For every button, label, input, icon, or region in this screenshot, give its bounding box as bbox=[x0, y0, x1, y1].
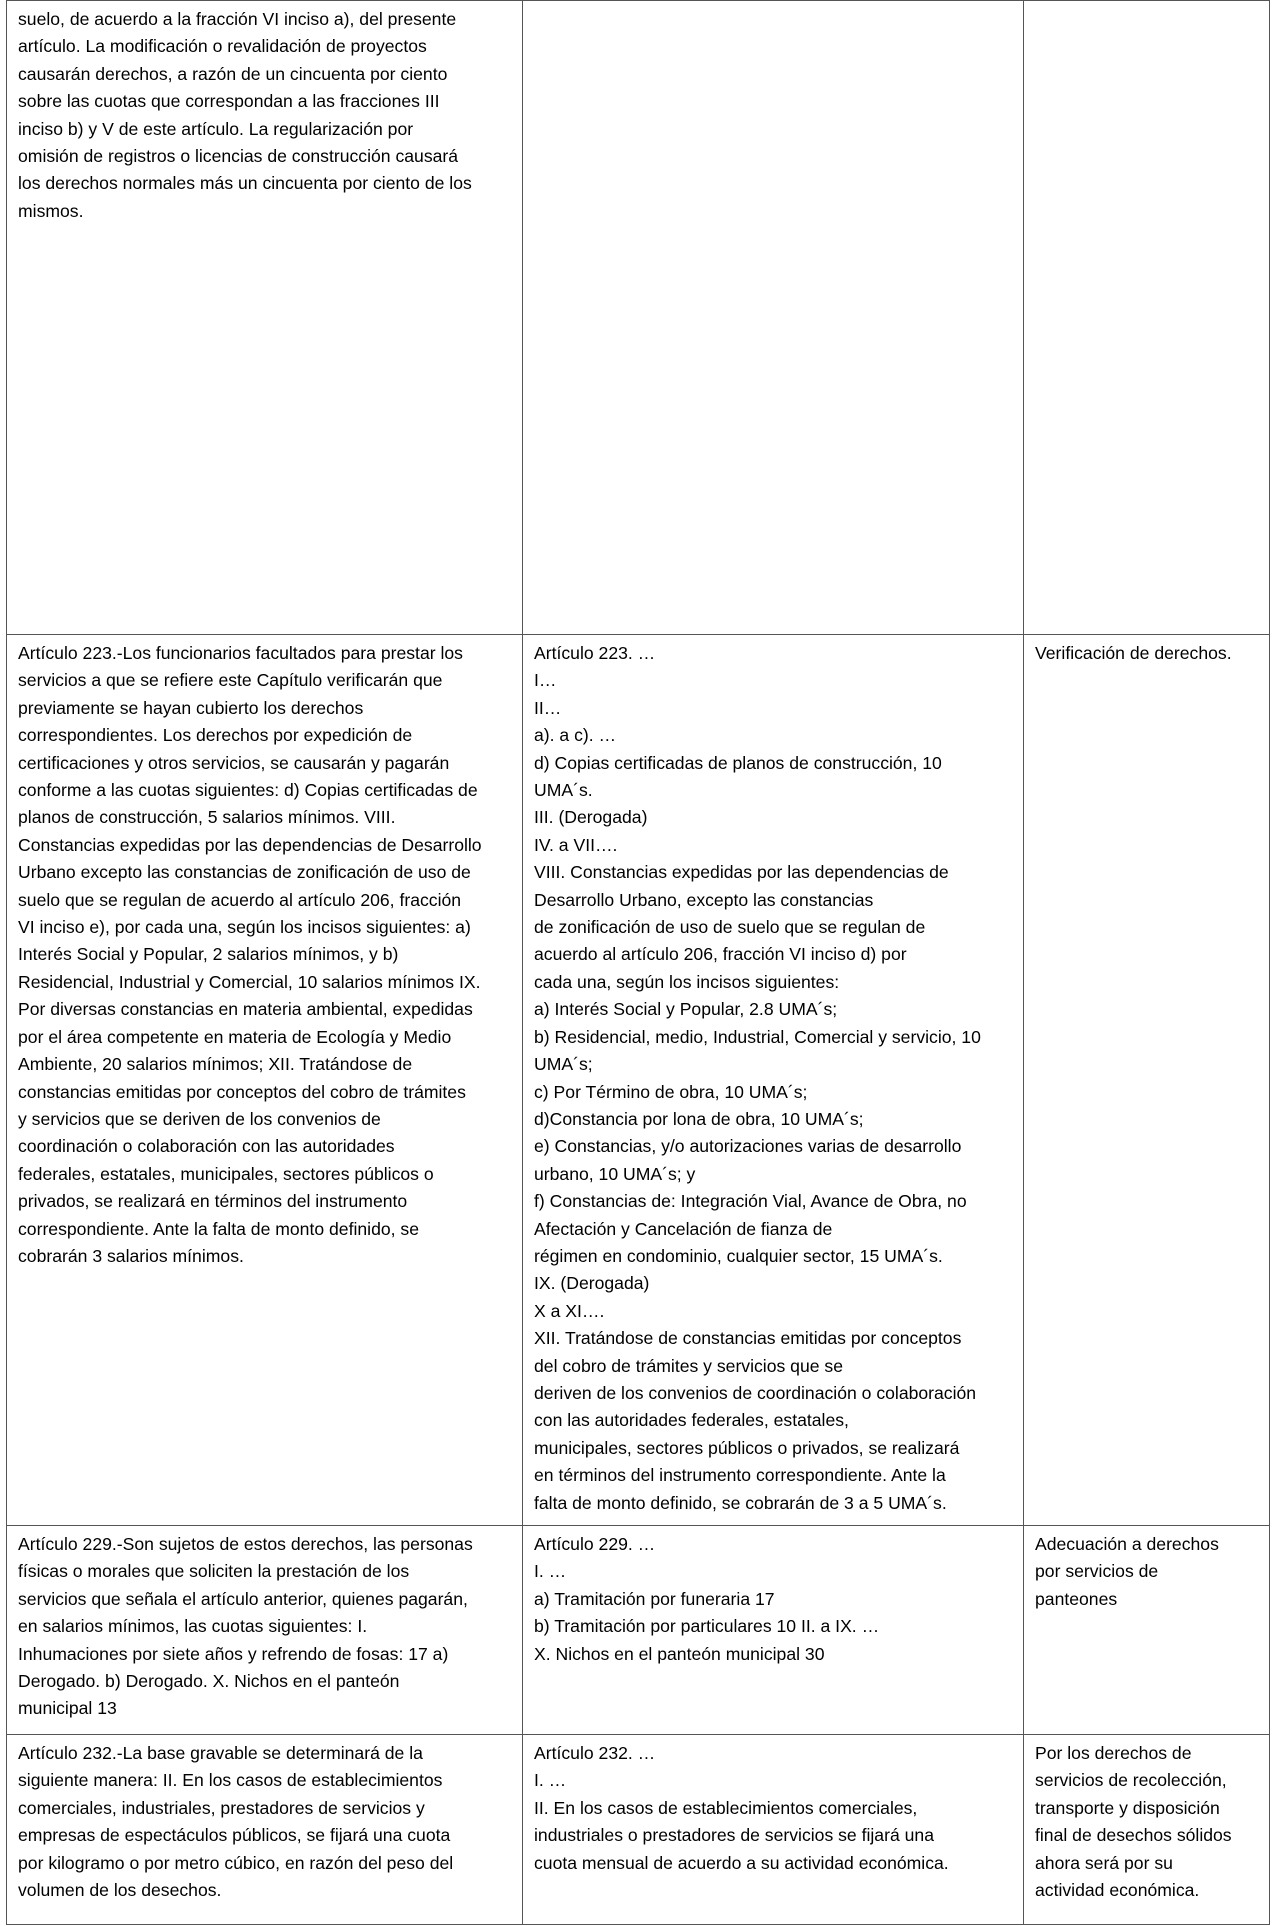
reason-cell: Verificación de derechos. bbox=[1024, 635, 1270, 1526]
current-text-cell: Artículo 223.-Los funcionarios facultados para prestar los servicios a que se refiere este Capítulo verificarán que previamente se hayan cubierto los derechos correspondientes. Los derechos por expedición de certificaciones y otros servicios, se causarán y pagarán conforme a las cuotas siguientes: d) Copias certificadas de planos de construcción, 5 salarios mínimos. VIII. Constancias expedidas por las dependencias de Desarrollo Urbano excepto las constancias de zonificación de uso de suelo que se regulan de acuerdo al artículo 206, fracción VI inciso e), por cada una, según los incisos siguientes: a) Interés Social y Popular, 2 salarios mínimos, y b) Residencial, Industrial y Comercial, 10 salarios mínimos IX. Por diversas constancias en materia ambiental, expedidas por el área competente en materia de Ecología y Medio Ambiente, 20 salarios mínimos; XII. Tratándose de constancias emitidas por conceptos del cobro de trámites y servicios que se deriven de los convenios de coordinación o colaboración con las autoridades federales, estatales, municipales, sectores públicos o privados, se realizará en términos del instrumento correspondiente. Ante la falta de monto definido, se cobrarán 3 salarios mínimos. bbox=[7, 635, 523, 1526]
current-text-cell: Artículo 232.-La base gravable se determinará de la siguiente manera: II. En los casos de establecimientos comerciales, industriales, prestadores de servicios y empresas de espectáculos públicos, se fijará una cuota por kilogramo o por metro cúbico, en razón del peso del volumen de los desechos. bbox=[7, 1735, 523, 1925]
reason-cell: Por los derechos de servicios de recolección, transporte y disposición final de desechos sólidos ahora será por su actividad económica. bbox=[1024, 1735, 1270, 1925]
table-row bbox=[7, 635, 1270, 1526]
proposed-text-cell: Artículo 223. … I… II… a). a c). … d) Copias certificadas de planos de construcción, 10 UMA´s. III. (Derogada) IV. a VII…. VIII. Constancias expedidas por las dependencias de Desarrollo Urbano, excepto las constancias de zonificación de uso de suelo que se regulan de acuerdo al artículo 206, fracción VI inciso d) por cada una, según los incisos siguientes: a) Interés Social y Popular, 2.8 UMA´s; b) Residencial, medio, Industrial, Comercial y servicio, 10 UMA´s; c) Por Término de obra, 10 UMA´s; d)Constancia por lona de obra, 10 UMA´s; e) Constancias, y/o autorizaciones varias de desarrollo urbano, 10 UMA´s; y f) Constancias de: Integración Vial, Avance de Obra, no Afectación y Cancelación de fianza de régimen en condominio, cualquier sector, 15 UMA´s. IX. (Derogada) X a XI…. XII. Tratándose de constancias emitidas por conceptos del cobro de trámites y servicios que se deriven de los convenios de coordinación o colaboración con las autoridades federales, estatales, municipales, sectores públicos o privados, se realizará en términos del instrumento correspondiente. Ante la falta de monto definido, se cobrarán de 3 a 5 UMA´s. bbox=[523, 635, 1024, 1526]
law-comparison-table bbox=[6, 0, 1270, 1925]
table-row bbox=[7, 1735, 1270, 1925]
proposed-text-cell bbox=[523, 1, 1024, 635]
current-text-cell: suelo, de acuerdo a la fracción VI inciso a), del presente artículo. La modificación o revalidación de proyectos causarán derechos, a razón de un cincuenta por ciento sobre las cuotas que correspondan a las fracciones III inciso b) y V de este artículo. La regularización por omisión de registros o licencias de construcción causará los derechos normales más un cincuenta por ciento de los mismos. bbox=[7, 1, 523, 635]
table-row bbox=[7, 1526, 1270, 1735]
table-row bbox=[7, 1, 1270, 635]
proposed-text-cell: Artículo 229. … I. … a) Tramitación por funeraria 17 b) Tramitación por particulares 10 II. a IX. … X. Nichos en el panteón municipal 30 bbox=[523, 1526, 1024, 1735]
reason-cell bbox=[1024, 1, 1270, 635]
reason-cell: Adecuación a derechos por servicios de panteones bbox=[1024, 1526, 1270, 1735]
proposed-text-cell: Artículo 232. … I. … II. En los casos de establecimientos comerciales, industriales o prestadores de servicios se fijará una cuota mensual de acuerdo a su actividad económica. bbox=[523, 1735, 1024, 1925]
current-text-cell: Artículo 229.-Son sujetos de estos derechos, las personas físicas o morales que soliciten la prestación de los servicios que señala el artículo anterior, quienes pagarán, en salarios mínimos, las cuotas siguientes: I. Inhumaciones por siete años y refrendo de fosas: 17 a) Derogado. b) Derogado. X. Nichos en el panteón municipal 13 bbox=[7, 1526, 523, 1735]
